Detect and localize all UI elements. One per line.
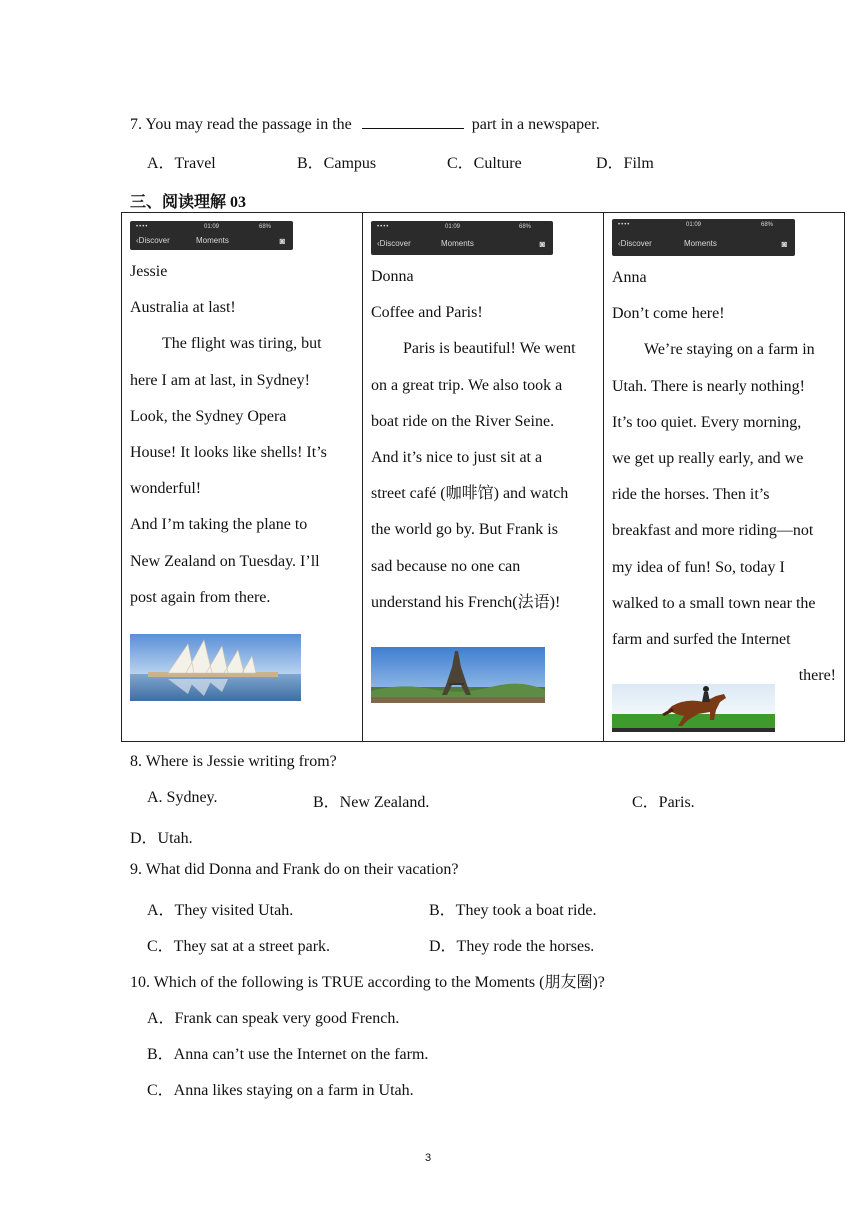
phone-status-bar: •••• 01:09 68% ‹Discover Moments ◙	[371, 221, 553, 255]
q7-option-d: D．Film	[596, 155, 654, 172]
camera-icon: ◙	[781, 239, 787, 249]
signal-icon: ••••	[136, 224, 149, 230]
q7-option-a: A．Travel	[147, 155, 216, 172]
q9-option-a: A．They visited Utah.	[147, 902, 294, 919]
phone-status-bar: •••• 01:09 68% ‹Discover Moments ◙	[130, 221, 293, 250]
post-headline: Coffee and Paris!	[371, 304, 483, 322]
q10-option-a: A．Frank can speak very good French.	[147, 1010, 400, 1027]
back-button: ‹Discover	[618, 239, 652, 248]
page-number: 3	[425, 1152, 432, 1164]
q8-stem: 8. Where is Jessie writing from?	[130, 753, 337, 770]
moments-table	[121, 212, 845, 742]
post-jessie	[122, 213, 363, 742]
camera-icon: ◙	[539, 239, 545, 249]
back-button: ‹Discover	[136, 236, 170, 245]
eiffel-tower-image	[371, 647, 545, 703]
q7-stem: 7. You may read the passage in the part in a newspaper.	[130, 116, 600, 133]
post-author: Jessie	[130, 263, 168, 280]
q7-option-b: B．Campus	[297, 155, 377, 172]
q10-option-c: C．Anna likes staying on a farm in Utah.	[147, 1082, 414, 1099]
post-author: Anna	[612, 269, 647, 286]
signal-icon: ••••	[618, 222, 631, 228]
q8-option-b: B．New Zealand.	[313, 794, 430, 811]
post-headline: Australia at last!	[130, 299, 236, 317]
q9-option-c: C．They sat at a street park.	[147, 938, 331, 955]
q8-option-a: A. Sydney.	[147, 789, 218, 806]
phone-status-bar: •••• 01:09 68% ‹Discover Moments ◙	[612, 219, 795, 256]
post-body: The flight was tiring, but here I am at last, in Sydney! Look, the Sydney Opera House! It looks like shells! It’s wonderful! And I’m taking the plane to New Zealand on Tuesday. I’ll post again from there.	[130, 335, 327, 606]
post-body: We’re staying on a farm in Utah. There is nearly nothing! It’s too quiet. Every morning, we get up really early, and we ride the horses. Then it’s breakfast and more riding—not my idea of fun! So, today I walked to a small town near the farm and surfed the Internet there!	[612, 341, 836, 685]
q10-option-b: B．Anna can’t use the Internet on the farm.	[147, 1046, 429, 1063]
post-donna	[363, 213, 604, 742]
camera-icon: ◙	[279, 236, 285, 246]
post-anna	[604, 213, 845, 742]
signal-icon: ••••	[377, 224, 390, 230]
post-body: Paris is beautiful! We went on a great trip. We also took a boat ride on the River Seine. And it’s nice to just sit at a street café (咖啡馆) and watch the world go by. But Frank is sad because no one can understand his French(法语)!	[371, 340, 576, 611]
q8-option-d: D．Utah.	[130, 830, 193, 847]
sydney-opera-house-image	[130, 634, 301, 701]
q7-option-c: C．Culture	[447, 155, 522, 172]
q9-option-d: D．They rode the horses.	[429, 938, 595, 955]
q9-stem: 9. What did Donna and Frank do on their vacation?	[130, 861, 459, 878]
q10-stem: 10. Which of the following is TRUE according to the Moments (朋友圈)?	[130, 974, 605, 991]
horse-riding-image	[612, 684, 775, 732]
back-button: ‹Discover	[377, 239, 411, 248]
answer-blank	[362, 114, 464, 129]
post-headline: Don’t come here!	[612, 305, 725, 323]
section-heading: 三、阅读理解 03	[130, 194, 247, 211]
post-author: Donna	[371, 268, 414, 285]
q8-option-c: C．Paris.	[632, 794, 695, 811]
q9-option-b: B．They took a boat ride.	[429, 902, 597, 919]
